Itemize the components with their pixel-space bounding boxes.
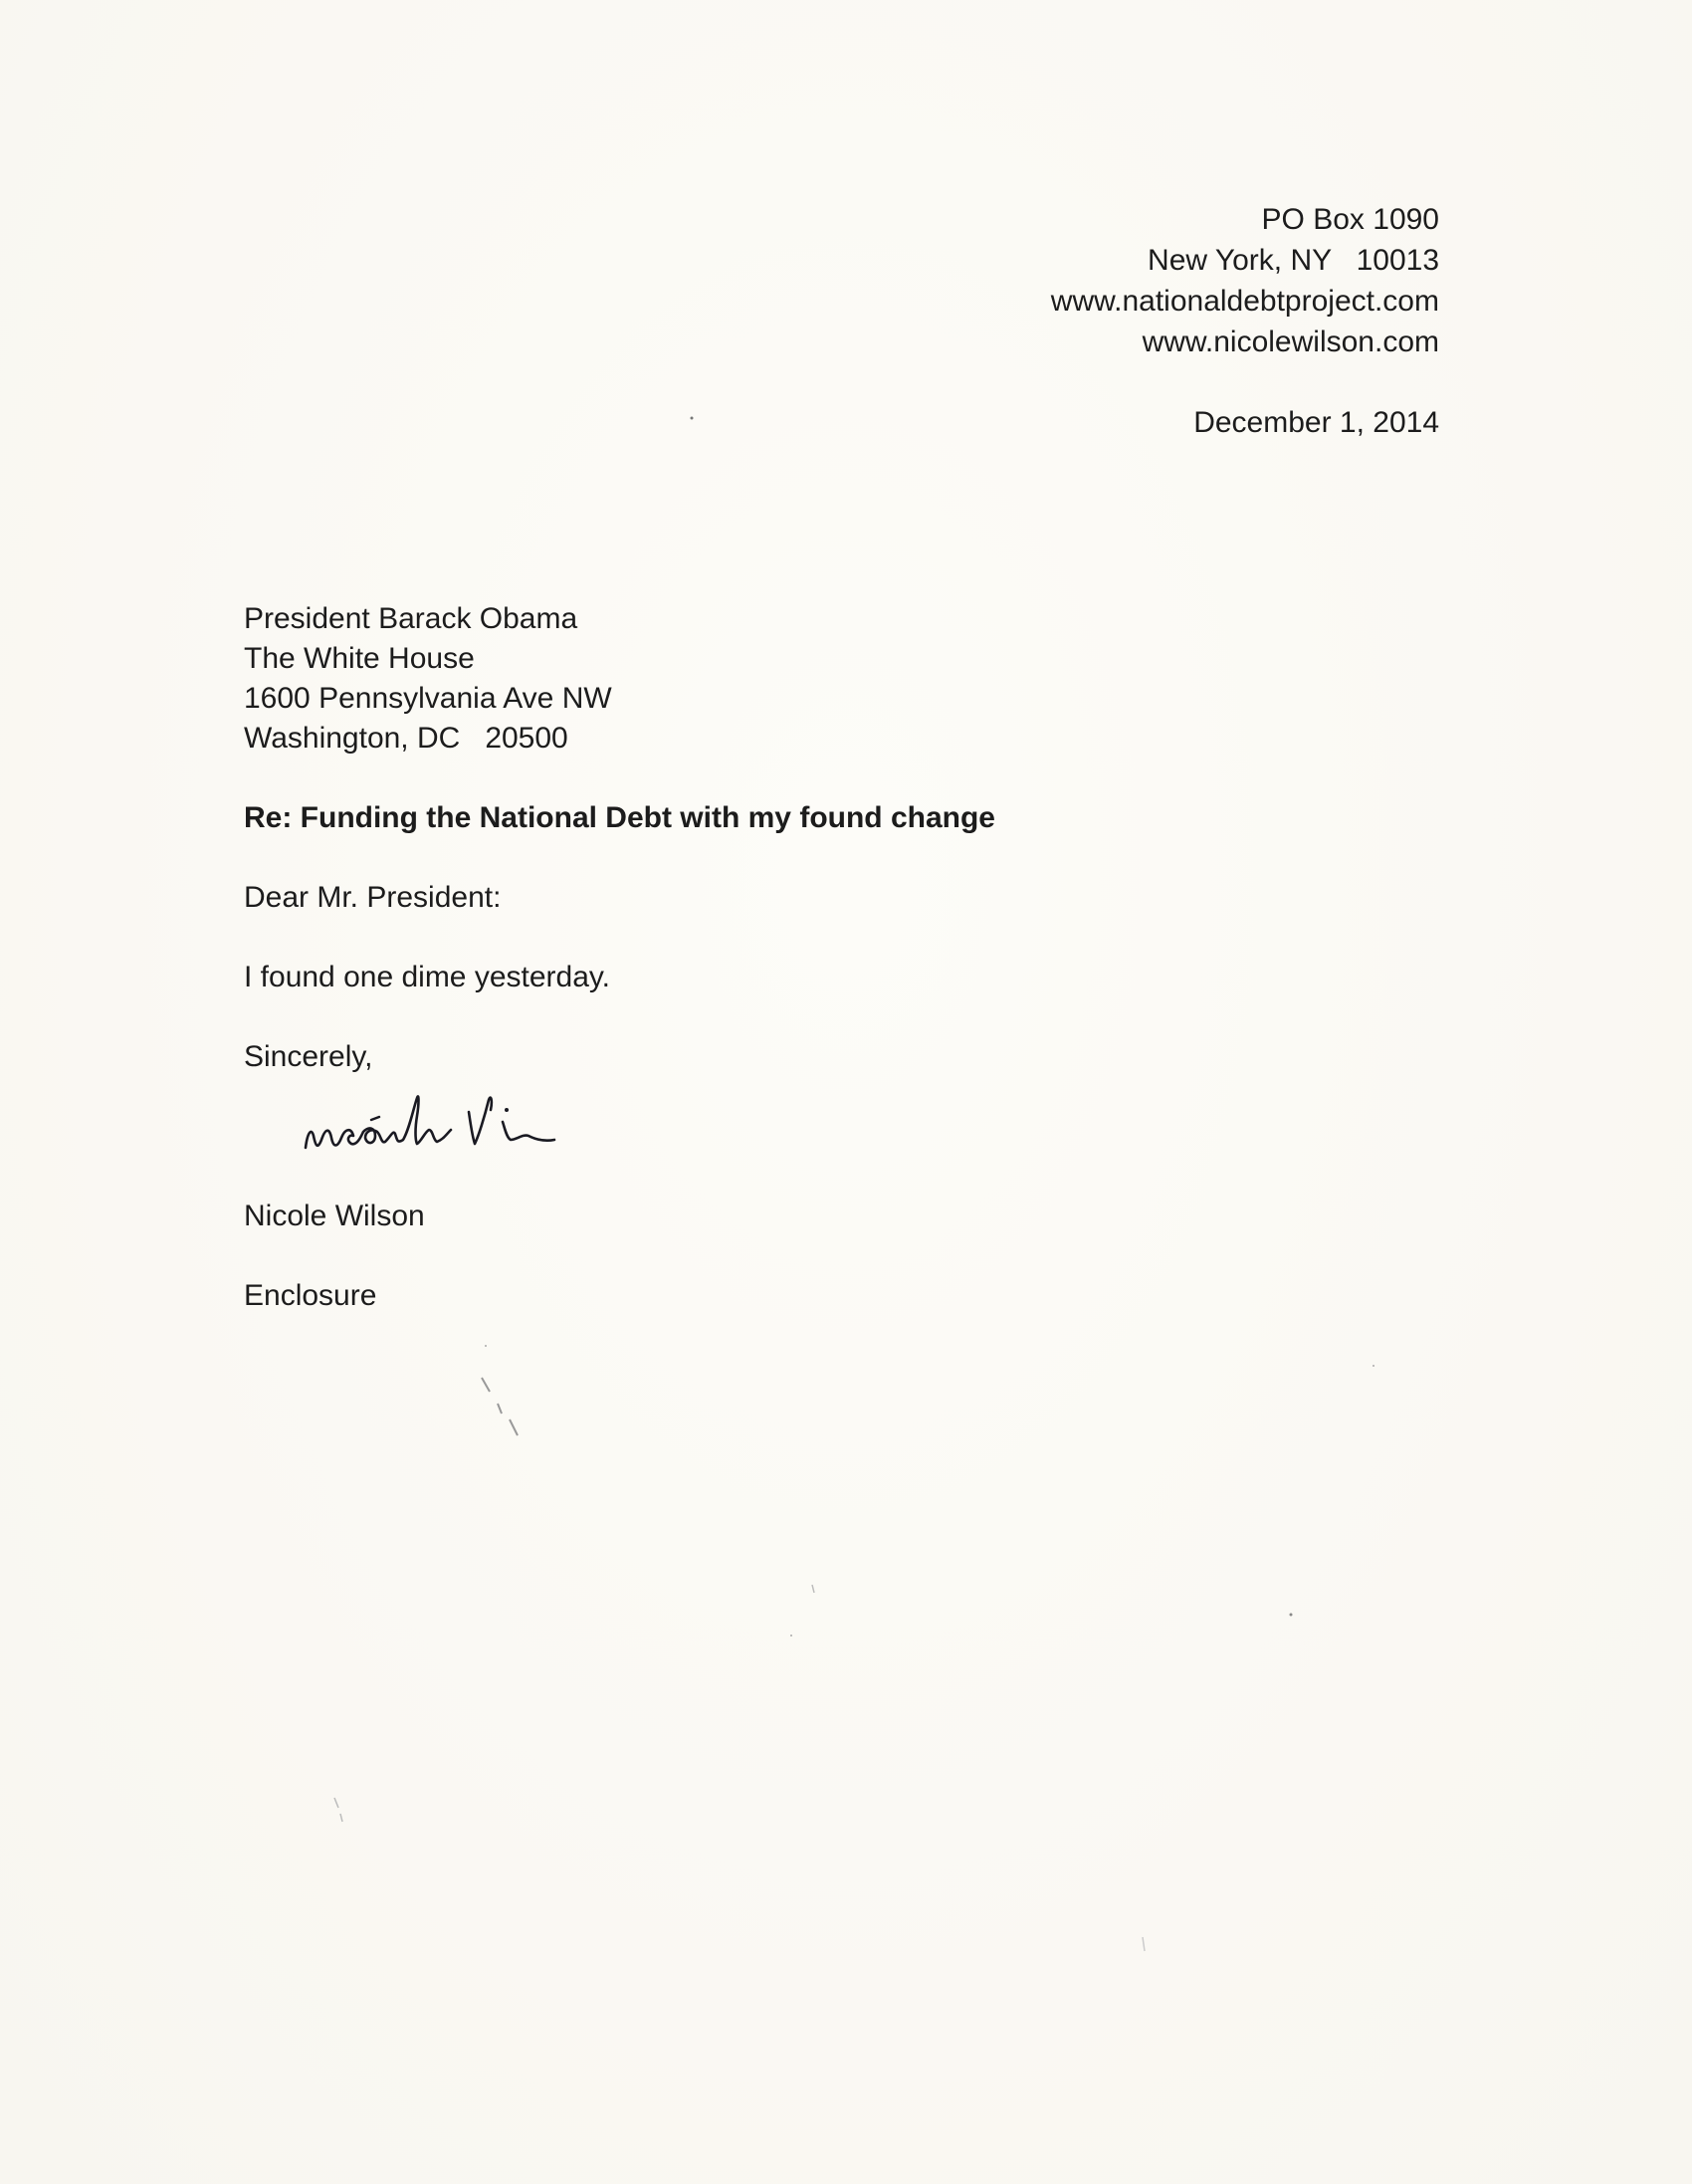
subject-line: Re: Funding the National Debt with my found change	[244, 801, 995, 834]
recipient-address-line: 1600 Pennsylvania Ave NW	[244, 682, 612, 715]
letter-date: December 1, 2014	[1193, 406, 1439, 439]
sender-address-line: New York, NY 10013	[1148, 244, 1439, 277]
sender-address-line: PO Box 1090	[1261, 203, 1439, 236]
closing: Sincerely,	[244, 1040, 373, 1073]
sender-address-block	[1051, 199, 1439, 362]
sender-website-line: www.nicolewilson.com	[1142, 326, 1439, 358]
signer-name: Nicole Wilson	[244, 1200, 425, 1232]
recipient-name: President Barack Obama	[244, 602, 578, 635]
enclosure-note: Enclosure	[244, 1279, 377, 1312]
recipient-address-line: The White House	[244, 642, 475, 675]
letter-body: I found one dime yesterday.	[244, 961, 610, 993]
sender-website-line: www.nationaldebtproject.com	[1050, 285, 1439, 318]
recipient-address-block	[244, 599, 612, 759]
salutation: Dear Mr. President:	[244, 881, 502, 914]
recipient-address-line: Washington, DC 20500	[244, 722, 568, 755]
handwritten-signature	[294, 1070, 632, 1180]
